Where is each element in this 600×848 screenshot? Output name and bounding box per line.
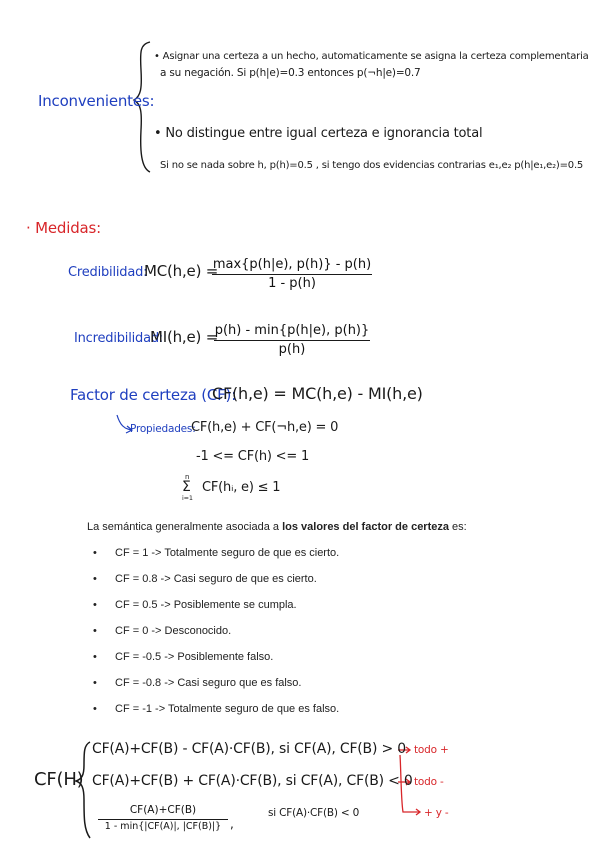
propiedad-3: CF(hᵢ, e) ≤ 1 <box>202 480 281 495</box>
cfh-case-3-fraction <box>98 805 228 832</box>
semantica-item-text: CF = 0.8 -> Casi seguro de que es cierto. <box>115 573 317 585</box>
propiedad-1: CF(h,e) + CF(¬h,e) = 0 <box>191 420 339 435</box>
semantica-block: La semántica generalmente asociada a los valores del factor de certeza es: • CF = 1 -> Totalmente seguro de que es cierto. • CF = 0.8 -> Casi seguro de que es cierto. • CF = 0.5 -> Posiblemente se cumpla. • CF = 0 -> Desconocido. • CF = -0.5 -> Posiblemente falso. • CF = -0.8 -> Casi seguro que es falso. • CF = -1 -> Totalmente seguro de que es falso. <box>77 510 497 730</box>
incredibilidad-lhs: MI(h,e) = <box>150 328 219 346</box>
inconvenientes-bullet2-line2: Si no se nada sobre h, p(h)=0.5 , si tengo dos evidencias contrarias e₁,e₂ p(h|e₁,e₂)=0.5 <box>160 160 584 171</box>
semantica-item-text: CF = 0 -> Desconocido. <box>115 625 232 637</box>
propiedad-2: -1 <= CF(h) <= 1 <box>196 449 310 464</box>
semantica-item-text: CF = 0.5 -> Posiblemente se cumpla. <box>115 599 297 611</box>
cfh-lhs: CF(H) <box>34 769 84 790</box>
medidas-label: · Medidas: <box>26 219 101 237</box>
cfh-case-1: CF(A)+CF(B) - CF(A)·CF(B), si CF(A), CF(B) > 0 <box>92 741 406 757</box>
credibilidad-label: Credibilidad: <box>68 265 148 280</box>
propiedad-3-sum-sign: Σ <box>182 479 191 495</box>
semantica-intro-bold: los valores del factor de certeza <box>282 521 449 533</box>
credibilidad-denominator: 1 - p(h) <box>268 276 316 292</box>
semantica-item-text: CF = 1 -> Totalmente seguro de que es cierto. <box>115 547 340 559</box>
cfh-case-1-note: todo + <box>414 744 449 756</box>
factor-label: Factor de certeza (CF): <box>70 386 237 404</box>
cfh-case-3-denominator: 1 - min{|CF(A)|, |CF(B)|} <box>104 820 222 832</box>
inconvenientes-bullet1-line2: a su negación. Si p(h|e)=0.3 entonces p(¬h|e)=0.7 <box>160 67 421 79</box>
incredibilidad-denominator: p(h) <box>278 342 306 358</box>
cfh-brace <box>76 742 90 838</box>
inconvenientes-bullet2-line1: • No distingue entre igual certeza e ignorancia total <box>154 126 483 141</box>
credibilidad-numerator: max{p(h|e), p(h)} - p(h) <box>212 257 372 272</box>
cfh-case-3-comma: , <box>230 817 234 831</box>
cfh-case-3-condition: si CF(A)·CF(B) < 0 <box>268 807 360 819</box>
semantica-item-text: CF = -1 -> Totalmente seguro de que es falso. <box>115 703 340 715</box>
cfh-case-2: CF(A)+CF(B) + CF(A)·CF(B), si CF(A), CF(B) < 0 <box>92 773 413 789</box>
propiedad-3-sum-bottom: i=1 <box>182 494 193 502</box>
semantica-intro <box>87 521 467 533</box>
credibilidad-lhs: MC(h,e) = <box>144 262 219 280</box>
propiedad-3-sum-top: n <box>185 473 190 481</box>
semantica-intro-pre: La semántica generalmente asociada a <box>87 521 283 533</box>
semantica-item-text: CF = -0.5 -> Posiblemente falso. <box>115 651 274 663</box>
incredibilidad-fraction <box>214 324 370 358</box>
semantica-intro-post: es: <box>449 521 467 533</box>
cfh-case-3-numerator: CF(A)+CF(B) <box>129 804 197 816</box>
inconvenientes-bullet1-line1: • Asignar una certeza a un hecho, automaticamente se asigna la certeza complementaria <box>154 51 589 62</box>
cfh-case-3-note: + y - <box>424 807 449 819</box>
inconvenientes-label: Inconvenientes: <box>38 92 155 110</box>
semantica-item-text: CF = -0.8 -> Casi seguro que es falso. <box>115 677 302 689</box>
credibilidad-fraction <box>212 258 372 292</box>
propiedades-label: Propiedades: <box>130 423 196 435</box>
incredibilidad-label: Incredibilidad: <box>74 331 164 346</box>
incredibilidad-numerator: p(h) - min{p(h|e), p(h)} <box>214 323 370 338</box>
cfh-case-2-note: todo - <box>414 776 444 788</box>
factor-formula: CF(h,e) = MC(h,e) - MI(h,e) <box>212 384 423 403</box>
